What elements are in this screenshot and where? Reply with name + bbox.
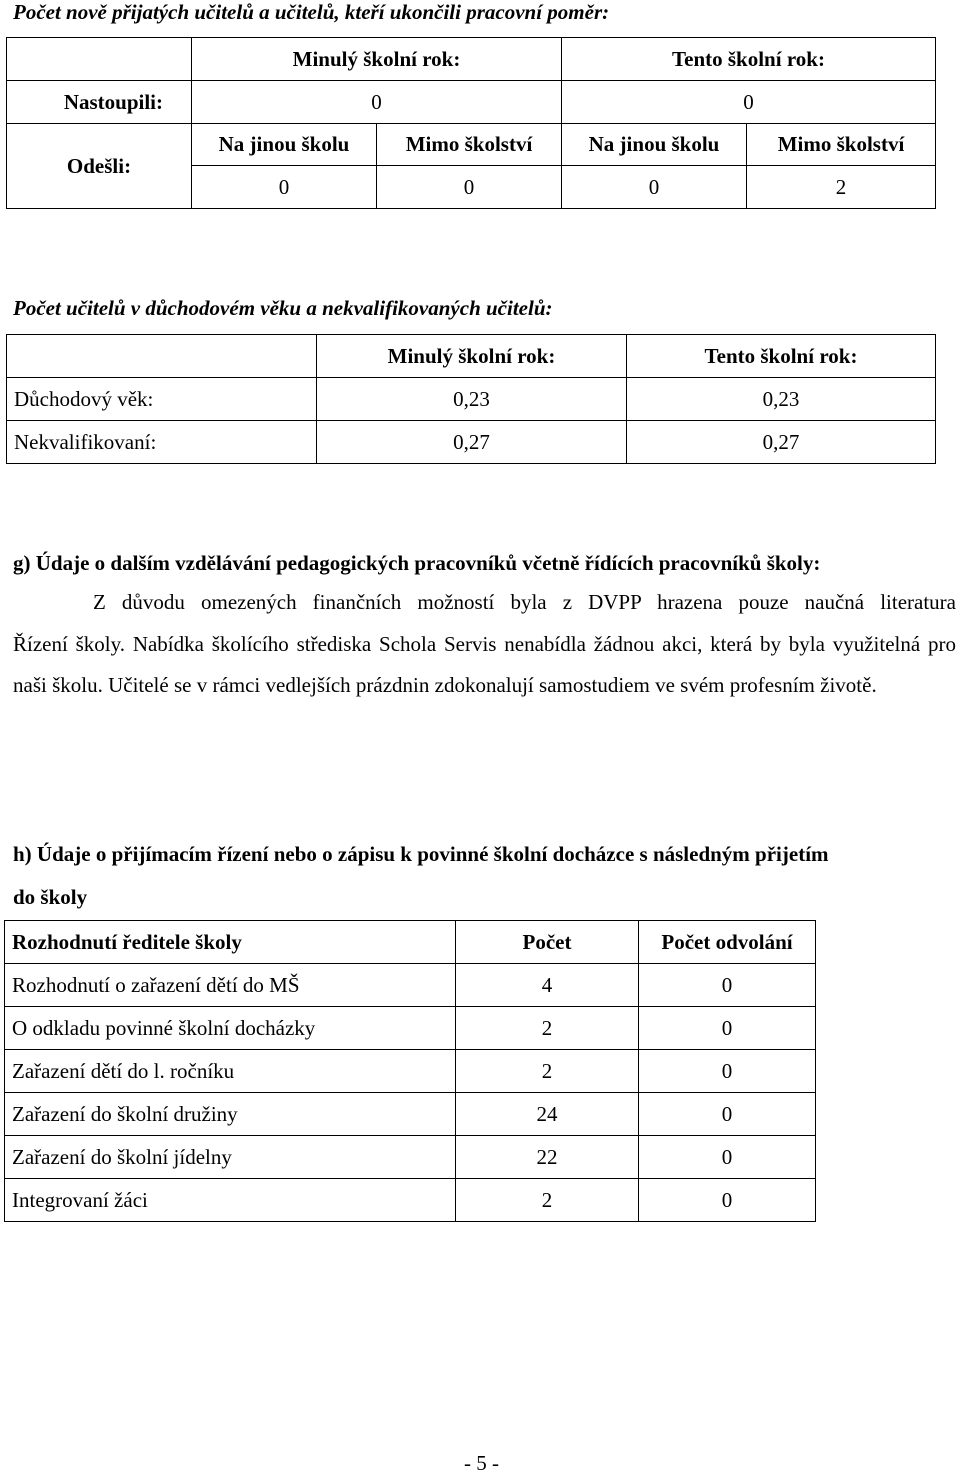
retirement-row-label: Důchodový věk: <box>7 378 317 421</box>
retirement-row-this: 0,23 <box>627 378 936 421</box>
row-label: Integrovaní žáci <box>5 1179 456 1222</box>
row-appeals: 0 <box>639 1179 816 1222</box>
staff-changes-table <box>6 37 936 209</box>
header-last-year: Minulý školní rok: <box>192 38 562 81</box>
table-row <box>5 964 816 1007</box>
table-row <box>5 1050 816 1093</box>
joined-this-value: 0 <box>562 81 936 124</box>
joined-last-value: 0 <box>192 81 562 124</box>
row-label: Rozhodnutí o zařazení dětí do MŠ <box>5 964 456 1007</box>
row-appeals: 0 <box>639 1136 816 1179</box>
admissions-table <box>4 920 816 1222</box>
page-number: - 5 - <box>464 1451 499 1475</box>
empty-header-cell <box>7 335 317 378</box>
row-count: 2 <box>456 1007 639 1050</box>
table-row <box>5 1007 816 1050</box>
section-h-heading-line2: do školy <box>13 885 88 909</box>
table-row <box>5 1093 816 1136</box>
section-g-heading: g) Údaje o dalším vzdělávání pedagogických pracovníků včetně řídících pracovníků školy: <box>13 551 821 575</box>
unqualified-row-label: Nekvalifikovaní: <box>7 421 317 464</box>
row-count: 24 <box>456 1093 639 1136</box>
row-label: Zařazení do školní družiny <box>5 1093 456 1136</box>
retirement-table <box>6 334 936 464</box>
section-g-paragraph-line1: Z důvodu omezených finančních možností byla z DVPP hrazena pouze naučná literatura <box>93 590 956 614</box>
row-count: 4 <box>456 964 639 1007</box>
column-header: Počet <box>456 921 639 964</box>
left-value: 0 <box>192 166 377 209</box>
header-last-year: Minulý školní rok: <box>317 335 627 378</box>
column-header: Rozhodnutí ředitele školy <box>5 921 456 964</box>
row-count: 2 <box>456 1050 639 1093</box>
row-label: Zařazení dětí do l. ročníku <box>5 1050 456 1093</box>
left-label: Odešli: <box>7 124 192 209</box>
left-value: 0 <box>377 166 562 209</box>
row-count: 2 <box>456 1179 639 1222</box>
left-value: 2 <box>747 166 936 209</box>
row-appeals: 0 <box>639 964 816 1007</box>
empty-header-cell <box>7 38 192 81</box>
header-this-year: Tento školní rok: <box>627 335 936 378</box>
left-value: 0 <box>562 166 747 209</box>
row-appeals: 0 <box>639 1050 816 1093</box>
section-g-paragraph-body: Řízení školy. Nabídka školícího střediska Schola Servis nenabídla žádnou akci, která by byla využitelná pro naši školu. Učitelé se v rámci vedlejších prázdnin zdokonalují samostudiem ve svém profesním životě. <box>13 631 956 697</box>
sub-header-outside-this: Mimo školství <box>747 124 936 166</box>
section-h-heading-line1: h) Údaje o přijímacím řízení nebo o zápisu k povinné školní docházce s následným přijetím <box>13 842 829 866</box>
staff-changes-caption: Počet nově přijatých učitelů a učitelů, kteří ukončili pracovní poměr: <box>13 0 610 24</box>
section-g-paragraph <box>13 582 956 707</box>
row-appeals: 0 <box>639 1093 816 1136</box>
table-row <box>5 1179 816 1222</box>
row-appeals: 0 <box>639 1007 816 1050</box>
header-this-year: Tento školní rok: <box>562 38 936 81</box>
table-row <box>5 1136 816 1179</box>
row-count: 22 <box>456 1136 639 1179</box>
joined-label: Nastoupili: <box>7 81 192 124</box>
sub-header-other-school-this: Na jinou školu <box>562 124 747 166</box>
sub-header-outside-last: Mimo školství <box>377 124 562 166</box>
column-header: Počet odvolání <box>639 921 816 964</box>
retirement-caption: Počet učitelů v důchodovém věku a nekvalifikovaných učitelů: <box>13 296 553 320</box>
unqualified-row-last: 0,27 <box>317 421 627 464</box>
row-label: O odkladu povinné školní docházky <box>5 1007 456 1050</box>
retirement-row-last: 0,23 <box>317 378 627 421</box>
row-label: Zařazení do školní jídelny <box>5 1136 456 1179</box>
sub-header-other-school-last: Na jinou školu <box>192 124 377 166</box>
unqualified-row-this: 0,27 <box>627 421 936 464</box>
